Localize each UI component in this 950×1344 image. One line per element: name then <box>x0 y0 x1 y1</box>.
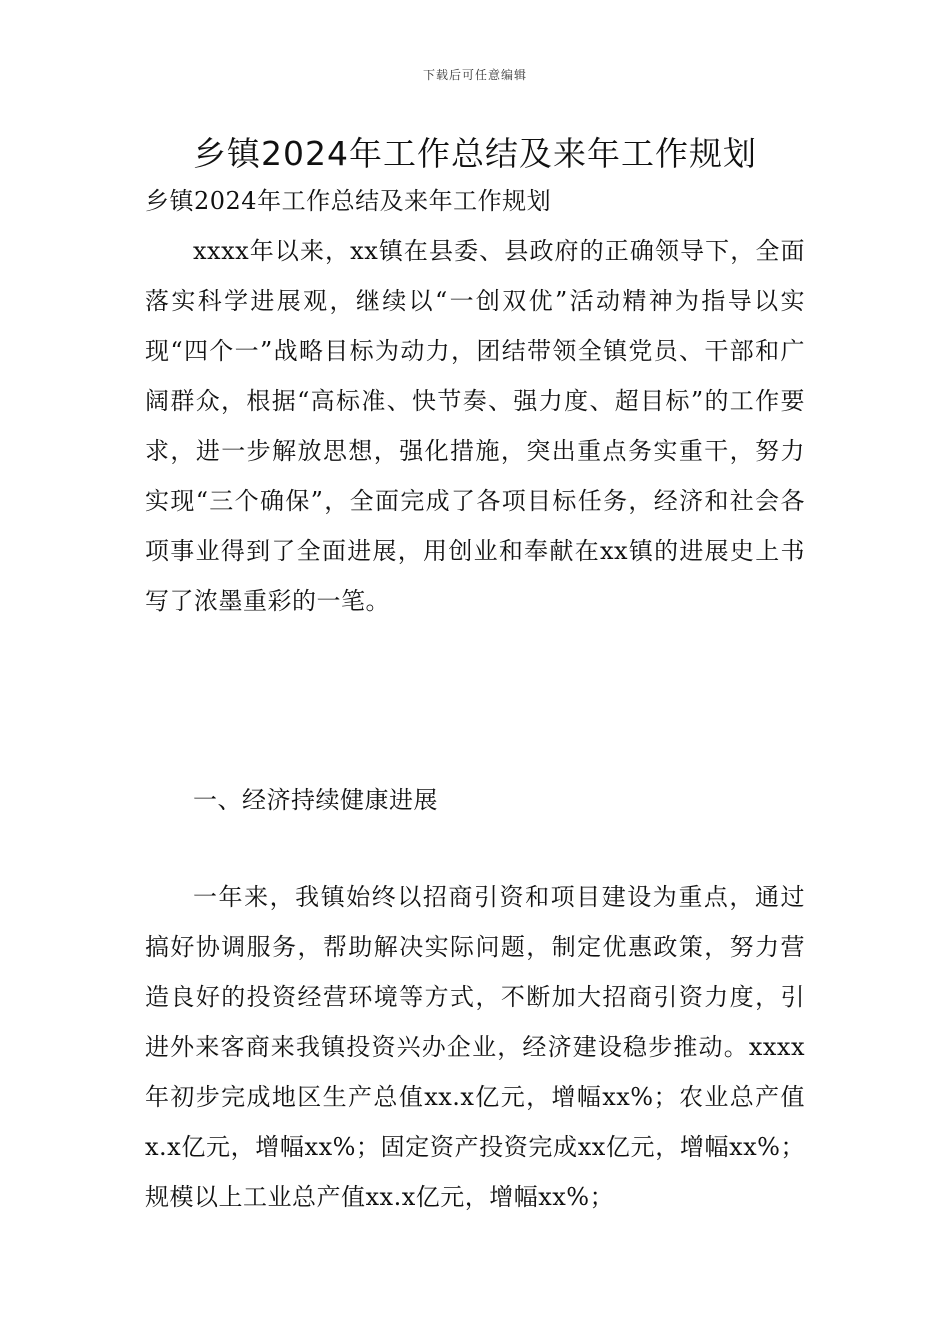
header-note: 下载后可任意编辑 <box>422 68 527 82</box>
document-title: 乡镇2024年工作总结及来年工作规划 <box>193 134 757 173</box>
section-heading-economy: 一、经济持续健康进展 <box>193 786 438 814</box>
economy-paragraph: 一年来，我镇始终以招商引资和项目建设为重点，通过搞好协调服务，帮助解决实际问题，制定优惠政策，努力营造良好的投资经营环境等方式，不断加大招商引资力度，引进外来客商来我镇投资兴办企业，经济建设稳步推动。xxxx年初步完成地区生产总值xx.x亿元，增幅xx%；农业总产值x.x亿元，增幅xx%；固定资产投资完成xx亿元，增幅xx%；规模以上工业总产值xx.x亿元，增幅xx%； <box>145 883 805 1211</box>
intro-paragraph: xxxx年以来，xx镇在县委、县政府的正确领导下，全面落实科学进展观，继续以“一创双优”活动精神为指导以实现“四个一”战略目标为动力，团结带领全镇党员、干部和广阔群众，根据“高标准、快节奏、强力度、超目标”的工作要求，进一步解放思想，强化措施，突出重点务实重干，努力实现“三个确保”，全面完成了各项目标任务，经济和社会各项事业得到了全面进展，用创业和奉献在xx镇的进展史上书写了浓墨重彩的一笔。 <box>145 237 805 615</box>
document-subtitle: 乡镇2024年工作总结及来年工作规划 <box>145 187 552 215</box>
